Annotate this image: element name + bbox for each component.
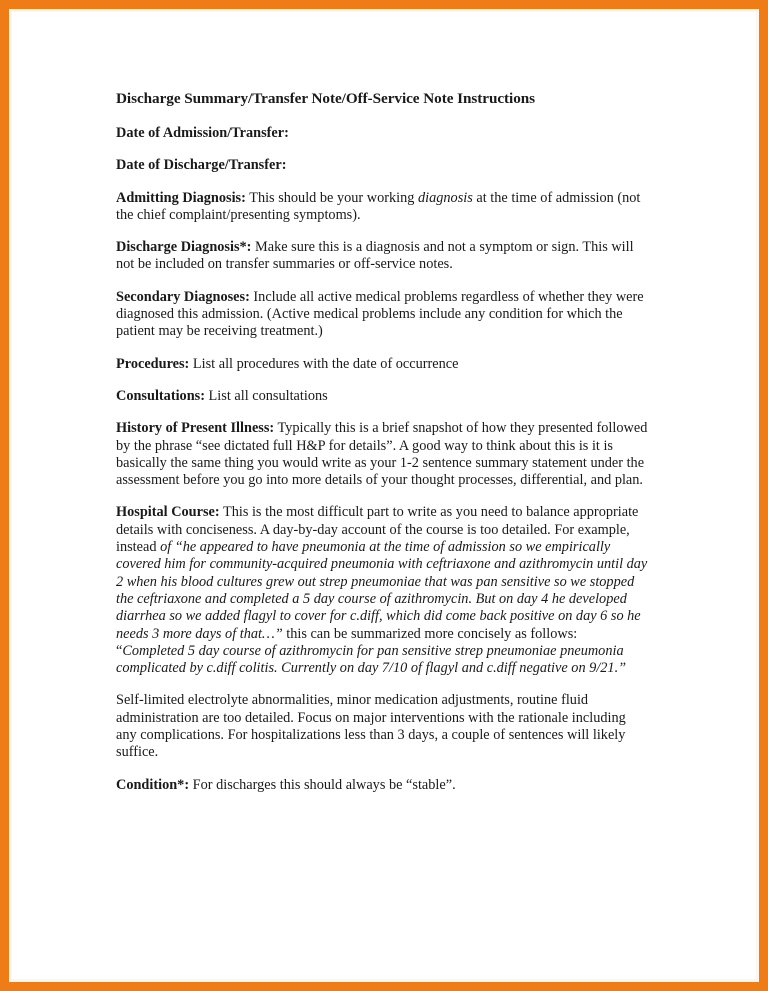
procedures-text: List all procedures with the date of occurrence	[189, 355, 459, 372]
section-history-of-present-illness	[116, 420, 648, 489]
page-inner-edge	[9, 9, 759, 982]
field-label-date-of-admission: Date of Admission/Transfer:	[116, 125, 289, 141]
history-of-present-illness-text: Typically this is a brief snapshot of how they presented followed by the phrase “see dictated full H&P for details”. A good way to think about this is it is basically the same thing you would write as your 1-2 sentence summary statement under the assessment before you go into more details of your thought processes, differential, and plan.	[116, 420, 648, 489]
detail-guidance-text: Self-limited electrolyte abnormalities, minor medication adjustments, routine fluid administration are too detailed. Focus on major interventions with the rationale including any complications. For hospitalizations less than 3 days, a couple of sentences will likely suffice.	[116, 692, 626, 761]
discharge-diagnosis-text: Make sure this is a diagnosis and not a symptom or sign. This will not be included on transfer summaries or off-service notes.	[116, 239, 634, 273]
section-consultations	[116, 388, 648, 405]
document-text-column	[116, 90, 648, 794]
section-procedures	[116, 356, 648, 373]
hospital-course-concise-example: Completed 5 day course of azithromycin for pan sensitive strep pneumoniae pneumonia complicated by c.diff colitis. Currently on day 7/10 of flagyl and c.diff negative on 9/21.”	[116, 642, 627, 677]
admitting-diagnosis-text-before: This should be your working	[245, 189, 418, 206]
section-discharge-diagnosis	[116, 239, 648, 274]
section-label-discharge-diagnosis: Discharge Diagnosis*:	[116, 239, 252, 256]
hospital-course-middle: this can be summarized more concisely as follows: “	[116, 625, 578, 659]
section-detail-guidance	[116, 692, 648, 761]
secondary-diagnoses-text: Include all active medical problems regardless of whether they were diagnosed this admission. (Active medical problems include any condition for which the patient may be receiving treatment.)	[116, 288, 644, 340]
admitting-diagnosis-text-after: at the time of admission (not the chief complaint/presenting symptoms).	[116, 189, 641, 223]
section-label-consultations: Consultations:	[116, 387, 205, 404]
section-hospital-course	[116, 504, 648, 677]
section-label-hospital-course: Hospital Course:	[116, 504, 220, 521]
hospital-course-intro: This is the most difficult part to write as you need to balance appropriate details with conciseness. A day-by-day account of the course is too detailed. For example, instead	[116, 504, 639, 556]
section-label-procedures: Procedures:	[116, 355, 190, 372]
section-label-history-of-present-illness: History of Present Illness:	[116, 420, 275, 437]
field-date-of-discharge	[116, 157, 648, 174]
condition-text: For discharges this should always be “stable”.	[189, 776, 456, 793]
section-condition	[116, 777, 648, 794]
section-admitting-diagnosis	[116, 190, 648, 225]
section-label-condition: Condition*:	[116, 776, 190, 793]
admitting-diagnosis-emphasis: diagnosis	[417, 189, 473, 206]
field-date-of-admission	[116, 125, 648, 142]
section-secondary-diagnoses	[116, 289, 648, 341]
document-page	[12, 12, 756, 979]
section-label-admitting-diagnosis: Admitting Diagnosis:	[116, 189, 246, 206]
section-label-secondary-diagnoses: Secondary Diagnoses:	[116, 288, 250, 305]
hospital-course-verbose-example: of “he appeared to have pneumonia at the time of admission so we empirically covered him for community-acquired pneumonia with ceftriaxone and azithromycin until day 2 when his blood cultures grew out strep pneumoniae that was pan sensitive so we stopped the ceftriaxone and completed a 5 day course of azithromycin. But on day 4 he developed diarrhea so we added flagyl to cover for c.diff, which did come back positive on day 6 so he needs 3 more days of that…”	[116, 539, 648, 642]
page-title: Discharge Summary/Transfer Note/Off-Service Note Instructions	[116, 90, 536, 107]
consultations-text: List all consultations	[204, 387, 328, 404]
field-label-date-of-discharge: Date of Discharge/Transfer:	[116, 157, 287, 174]
